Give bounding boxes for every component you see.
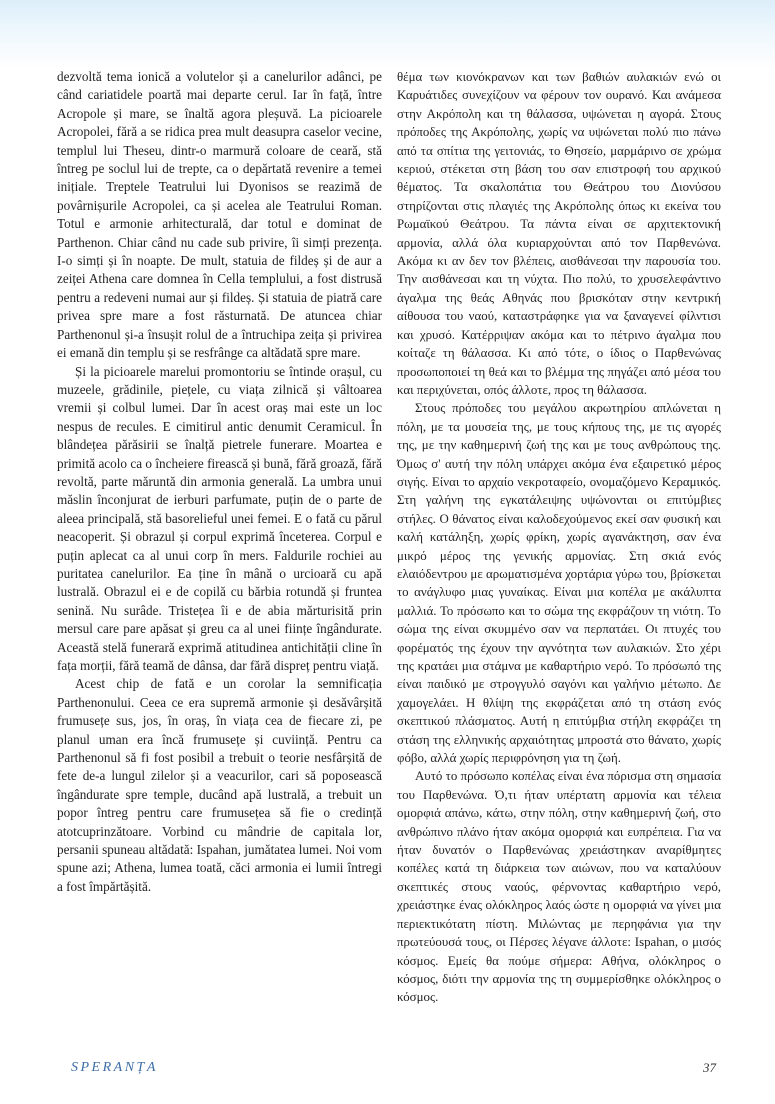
romanian-text-column — [57, 68, 382, 896]
greek-paragraph: θέμα των κιονόκρανων και των βαθιών αυλακιών ενώ οι Καρυάτιδες συνεχίζουν να φέρουν τον ουρανό. Και ανάμεσα στην Ακρόπολη και τη θάλασσα, υψώνεται η αγορά. Στους πρόποδες της Ακρόπολης, χωρίς να υψώνεται πολύ πιο πάνω από τα σπίτια της γειτονιάς, το Θησείο, μαρμάρινο σε χρώμα κεριού, στέκεται στη βάση του σαν επιστροφή του αρχικού θέματος. Τα σκαλοπάτια του Θεάτρου του Διονύσου στηρίζονται στις πλαγιές της Ακρόπολης όπως κι εκείνα του Ρωμαϊκού Θεάτρου. Τα πάντα είναι σε αρχιτεκτονική αρμονία, αλλά όλα κυριαρχούνται από τον Παρθενώνα. Ακόμα κι αν δεν τον βλέπεις, αισθάνεσαι την παρουσία του. Την αισθάνεσαι και τη νύχτα. Πιο πολύ, το χρυσελεφάντινο άγαλμα της θεάς Αθηνάς που βρισκόταν στην κεντρική αίθουσα του ναού, καταστράφηκε για να ξαναγενεί φίλντισι και χρυσό. Κατέρριψαν ακόμα και το πέτρινο άγαλμα που κοίταζε τη θάλασσα. Κι από τότε, ο ίδιος ο Παρθενώνας προσωποποιεί τη θεά και το βλέμμα της πηγάζει από μέσα του και περιχύνεται, οπός άλλοτε, προς τη θάλασσα. — [397, 70, 721, 397]
romanian-paragraph: Acest chip de fată e un corolar la semnificația Parthenonului. Ceea ce era supremă armonie și desăvârșită frumusețe sus, jos, în oraș, în viața cea de fiecare zi, pe planul uman era încă frumusețe și cuviință. Pentru ca Parthenonul să fi fost posibil a trebuit o teorie nesfârșită de fete de-a lungul zilelor și a veacurilor, cari să poposească îngândurate spre temple, ducând apă lustrală, a trebuit un popor întreg pentru care frumusețea să fie o credință atotcuprinzătoare. Vorbind cu mândrie de capitala lor, persanii spuneau altădată: Ispahan, jumătatea lumei. Noi vom spune azi; Athena, lumea toată, căci armonia ei lumii întregi a fost împărtășită. — [57, 676, 382, 894]
header-gradient-band — [0, 0, 775, 70]
page-footer — [0, 1060, 775, 1090]
greek-text-column — [397, 68, 721, 1007]
journal-title: SPERANȚA — [71, 1060, 158, 1075]
greek-paragraph: Αυτό το πρόσωπο κοπέλας είναι ένα πόρισμα στη σημασία του Παρθενώνα. Ό,τι ήταν υπέρτατη αρμονία και τέλεια ομορφιά απάνω, κάτω, στην πόλη, στην καθημερινή ζωή, στο ανθρώπινο πλάνο ήταν ακόμα ομορφιά και ευπρέπεια. Για να ήταν δυνατόν ο Παρθενώνας χρειάστηκαν αναρίθμητες κοπέλες κατά τη διάρκεια των αιώνων, που να καταλύουν σκεπτικές στους ναούς, φέρνοντας καθαρτήριο νερό, χρειάστηκε ένας ολόκληρος λαός ώστε η ομορφιά να γίνει μια περιεκτικότατη πίστη. Μιλώντας με περηφάνια για την πρωτεύουσά τους, οι Πέρσες λέγανε άλλοτε: Ispahan, ο μισός κόσμος. Εμείς θα πούμε σήμερα: Αθήνα, ολόκληρος ο κόσμος, διότι την αρμονία της τη συμμερίσθηκε ολόκληρος ο κόσμος. — [397, 769, 721, 1005]
romanian-paragraph: dezvoltă tema ionică a volutelor și a canelurilor adânci, pe când cariatidele poartă mai departe cerul. Iar în față, între Acropole și mare, se înaltă agora pleșuvă. La picioarele Acropolei, fără a se ridica prea mult deasupra caselor vecine, templul lui Theseu, dintr-o marmură coloare de ceară, stă întreg pe soclul lui de trepte, ca o depărtată revenire a temei inițiale. Treptele Teatrului lui Dyonisos se reazimă de povârnișurile Acropolei, ca și acelea ale Teatrului Roman. Totul e armonie arhitecturală, dar totul e dominat de Parthenon. Chiar când nu cade sub privire, îi simți prezența. I-o simți și în noapte. De mult, statuia de fildeș și de aur a zeiței Athena care domnea în Cella templului, a fost distrusă pentru a redeveni numai aur și fildeș. Și statuia de piatră care privea spre mare a fost răsturnată. De atuncea chiar Parthenonul și-a însușit rolul de a întruchipa zeița și privirea ei emană din templu și se resfrânge ca altădată spre mare. — [57, 69, 382, 361]
page-number: 37 — [703, 1060, 716, 1075]
romanian-paragraph: Și la picioarele marelui promontoriu se întinde orașul, cu muzeele, grădinile, piețele, cu viața zilnică și vâltoarea vremii și colbul lumei. Dar în acest oraș mai este un loc nespus de recules. E cimitirul antic denumit Ceramicul. În blândețea părăsirii se înalță pietrele funerare. Moartea e primită acolo ca o încheiere firească și bună, fără groază, fără revoltă, parte măruntă din armonia generală. La umbra unui măslin înconjurat de ierburi parfumate, puțin de o parte de aleea principală, stă basorelieful unei femei. E o fată cu părul neacoperit. Și obrazul și corpul exprimă încetereа. Corpul e puțin aplecat ca al unui corp în mers. Faldurile rochiei au puritatea canelurilor. Ea ține în mână o urcioară cu apă lustrală. Obrazul ei e de copilă cu bărbia rotundă și fruntea senină. Nu surâde. Tristețea îi e de abia mărturisită prin mersul care pare apăsat și greu ca al unei ființe îngândurate. Această stelă funerară exprimă atitudinea antichității cline în fața morții, fără teamă de dânsa, dar fără dispreț pentru viață. — [57, 363, 382, 673]
greek-paragraph: Στους πρόποδες του μεγάλου ακρωτηρίου απλώνεται η πόλη, με τα μουσεία της, με τους κήπους της, με τις αγορές της, με την καθημερινή ζωή της και με τους ανθρώπους της. Όμως σ' αυτή την πόλη υπάρχει ακόμα ένα εξαιρετικό μέρος σιγής. Είναι το αρχαίο νεκροταφείο, ονομαζόμενο Κεραμικός. Στη γαλήνη της εγκατάλειψης υψώνονται οι επιτύμβιες στήλες. Ο θάνατος είναι καλοδεχούμενος εκεί σαν φυσική και καλή κατάληξη, χωρίς φρίκη, χωρίς αγανάκτηση, σαν ένα μικρό μέρος της γενικής αρμονίας. Στη σκιά ενός ελαιόδεντρου με αρωματισμένα χορτάρια γύρω του, βρίσκεται το ανάγλυφο μιας γυναίκας. Είναι μια κοπέλα με ακάλυπτα μαλλιά. Το πρόσωπο και το σώμα της εκφράζουν τη νιότη. Το σώμα της είναι σκυμμένο σαν να περπατάει. Οι πτυχές του φορέματός της έχουν την αγνότητα των αυλακιών. Στο χέρι της κρατάει μια στάμνα με καθαρτήριο νερό. Το πρόσωπό της είναι παιδικό με στρογγυλό σαγόνι και γαλήνιο μέτωπο. Δε χαμογελάει. Η θλίψη της εκφράζεται από τη στάση ενός σκεπτικού πλάσματος. Αυτή η επιτύμβια στήλη εκφράζει τη στάση της ελληνικής αρχαιότητας μπροστά στο θάνατο, χωρίς φόβο, αλλά χωρίς περιφρόνηση για τη ζωή. — [397, 401, 721, 766]
